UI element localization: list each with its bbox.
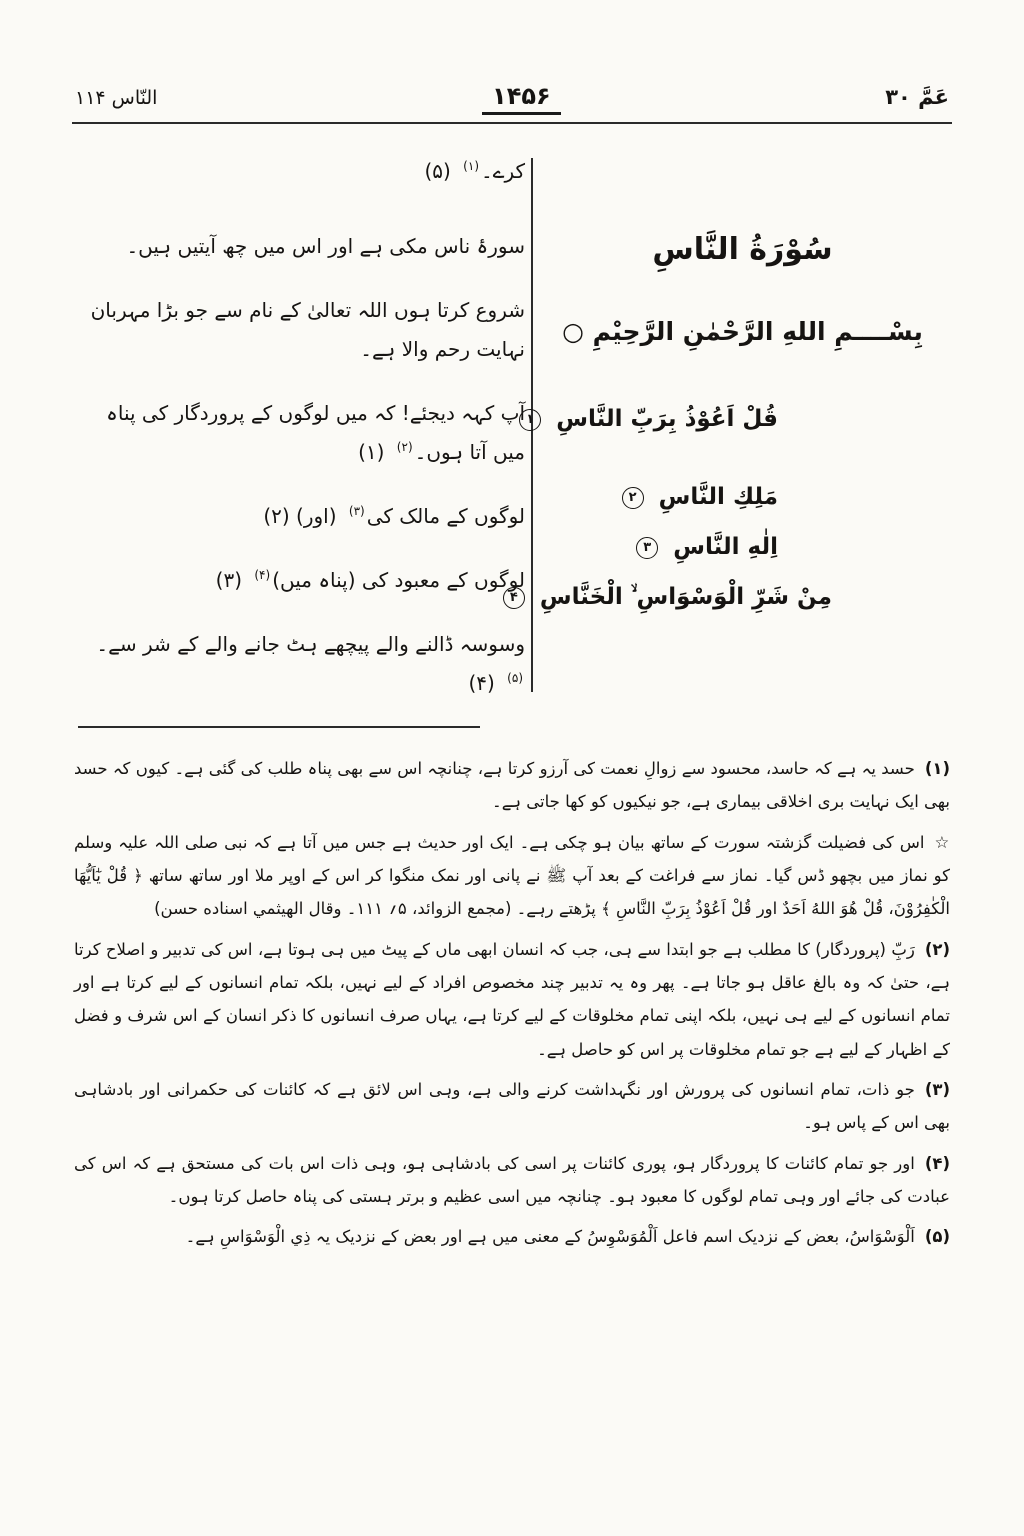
footnote-text: رَبِّ (پروردگار) کا مطلب ہے جو ابتدا سے ہی، جب کہ انسان ابھی ماں کے پیٹ میں ہی ہوتا ہے، اس کی تدبیر و اصلاح کرتا ہے، حتیٰ کہ وہ بالغ عاقل ہو جاتا ہے۔ پھر وہ یہ تدبیر چند مخصوص افراد کے لیے نہیں، بلکہ تمام انسانوں کے لیے کرتا ہے اور تمام انسانوں کے لیے ہی نہیں، بلکہ اپنی تمام مخلوقات کے لیے کرتا ہے، یہاں صرف انسانوں کا ذکر انسان کے اس شرف و فضل کے اظہار کے لیے ہے جو تمام مخلوقات پر اس کو حاصل ہے۔ <box>74 939 950 1059</box>
quran-verse <box>509 584 950 610</box>
verse-ref: (۱) <box>358 440 385 464</box>
translation-line <box>89 625 525 703</box>
translation-column <box>75 152 525 728</box>
ayah-number: ۴ <box>503 587 525 609</box>
footnote <box>74 1073 950 1140</box>
footnote-ref: (۴) <box>254 568 271 583</box>
verse-ref: (۳) <box>215 568 242 592</box>
footnote-text: جو ذات، تمام انسانوں کی پرورش اور نگہداشت کرنے والی ہے، وہی اس لائق ہے کہ کائنات کی حکمرانی اور بادشاہی بھی اس کے پاس ہو۔ <box>74 1079 950 1133</box>
translation-text: آپ کہہ دیجئے! کہ میں لوگوں کے پروردگار کی پناہ میں آتا ہوں۔ <box>106 401 525 464</box>
translation-line <box>89 394 525 472</box>
translation-text: لوگوں کے معبود کی (پناہ میں) <box>272 568 525 592</box>
verse-ref: (۵) <box>424 159 451 183</box>
ayah-number: ۲ <box>622 487 644 509</box>
translation-line <box>89 497 525 536</box>
surah-title: سُوْرَةُ النَّاسِ <box>652 232 833 267</box>
verse-text: مَلِكِ النَّاسِ <box>658 484 778 510</box>
quran-column <box>509 150 950 610</box>
verse-ref: (۴) <box>468 671 495 695</box>
juz-label: عَمَّ ۳۰ <box>885 85 949 109</box>
footnote-marker: ☆ <box>934 832 950 852</box>
footnote <box>74 933 950 1066</box>
footnote <box>74 1220 950 1253</box>
verse-text: اِلٰهِ النَّاسِ <box>673 534 778 560</box>
translation-line <box>89 152 525 191</box>
footnote-text: حسد یہ ہے کہ حاسد، محسود سے زوالِ نعمت کی آرزو کرتا ہے، چنانچہ اس سے بھی پناہ طلب کی گئی ہے۔ کیوں کہ حسد بھی ایک نہایت بری اخلاقی بیماری ہے، جو نیکیوں کو کھا جاتی ہے۔ <box>74 759 950 812</box>
translation-text: شروع کرتا ہوں اللہ تعالیٰ کے نام سے جو بڑا مہربان نہایت رحم والا ہے۔ <box>90 298 525 361</box>
translation-text: وسوسہ ڈالنے والے پیچھے ہٹ جانے والے کے شر سے۔ <box>96 632 525 656</box>
footnote-ref: (۳) <box>348 504 365 519</box>
footnote-ref: (۲) <box>396 440 413 455</box>
footnote <box>74 1147 950 1214</box>
translation-line <box>89 291 525 369</box>
page-number: ۱۴۵۶ <box>482 82 561 115</box>
footnote-marker: (۴) <box>924 1153 950 1173</box>
footnote-marker: (۱) <box>924 759 950 778</box>
footnote-text: اَلْوَسْوَاسُ، بعض کے نزدیک اسم فاعل اَلْمُوَسْوِسُ کے معنی میں ہے اور بعض کے نزدیک یہ ذِي الْوَسْوَاسِ ہے۔ <box>185 1227 915 1247</box>
verse-ref: (اور) (۲) <box>263 504 337 528</box>
footnote-text: اس کی فضیلت گزشتہ سورت کے ساتھ بیان ہو چکی ہے۔ ایک اور حدیث ہے جس میں آتا ہے کہ نبی صلی اللہ علیہ وسلم کو نماز میں بچھو ڈس گیا۔ نماز سے فراغت کے بعد آپ ﷺ نے پانی اور نمک منگوا کر اس کے اوپر ملا اور ساتھ ساتھ ﴿ قُلْ يٰٓاَيُّهَا الْكٰفِرُوْنَ، قُلْ هُوَ اللهُ اَحَدٌ اور قُلْ اَعُوْذُ بِرَبِّ النَّاسِ ﴾ پڑھتے رہے۔ (مجمع الزوائد، ۵؍ ۱۱۱۔ وقال الهيثمي اسناده حسن) <box>74 832 950 919</box>
translation-text: لوگوں کے مالک کی <box>366 504 525 528</box>
translation-text: سورۂ ناس مکی ہے اور اس میں چھ آیتیں ہیں۔ <box>126 234 525 258</box>
page-header <box>75 82 949 115</box>
footnote-ref: (۵) <box>507 671 523 686</box>
ayah-number: ۱ <box>519 409 541 431</box>
bismillah: بِسْــــمِ اللهِ الرَّحْمٰنِ الرَّحِيْمِ ○ <box>562 317 923 346</box>
footnote <box>74 752 950 819</box>
footnotes-section <box>74 752 950 1261</box>
surah-reference: النّاس ۱۱۴ <box>75 87 158 109</box>
header-rule <box>72 122 952 124</box>
quran-verse <box>535 534 950 560</box>
quran-verse <box>535 484 950 510</box>
footnote-marker: (۲) <box>924 939 950 959</box>
quran-verse <box>526 406 950 432</box>
translation-line <box>89 227 525 266</box>
footnote-marker: (۵) <box>924 1227 950 1247</box>
ayah-number: ۳ <box>636 537 658 559</box>
footnote-ref: (۱) <box>463 159 479 174</box>
footnote-text: اور جو تمام کائنات کا پروردگار ہو، پوری کائنات پر اسی کی بادشاہی ہو، وہی ذات اس بات کی مستحق ہے کہ اس کی عبادت کی جائے اور وہی تمام لوگوں کا معبود ہو۔ چنانچہ میں اسی عظیم و برتر ہستی کی پناہ حاصل کرتا ہوں۔ <box>74 1153 950 1206</box>
footnote <box>74 826 950 926</box>
footnote-rule <box>78 726 480 728</box>
footnote-marker: (۳) <box>924 1079 950 1099</box>
verse-text: قُلْ اَعُوْذُ بِرَبِّ النَّاسِ <box>556 406 778 432</box>
translation-line <box>89 561 525 600</box>
translation-text: کرے۔ <box>481 159 525 183</box>
verse-text: مِنْ شَرِّ الْوَسْوَاسِ ۙ الْخَنَّاسِ <box>539 584 832 610</box>
